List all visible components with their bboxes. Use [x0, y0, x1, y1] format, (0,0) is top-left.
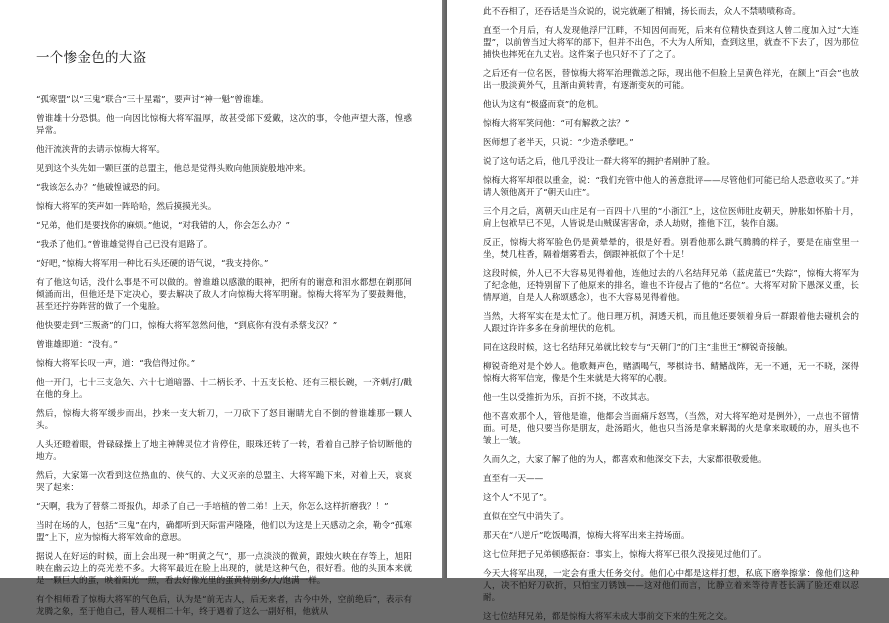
paragraph: 有个相师看了惊梅大将军的气色后，认为是“前无古人，后无来者，古今中外，空前绝后”，表示有龙腾之象，至于他自己，替人观相二十年，终于遇着了这么一副好相，他就从 — [36, 595, 412, 617]
paragraph: 他一生以受推折为乐，百折不挠，不改其志。 — [483, 393, 655, 403]
left-page-body — [36, 94, 412, 618]
paragraph: 曾谁雄即道：“没有。” — [36, 340, 118, 350]
paragraph: 曾谁雄十分恐惧。他一向因比惊梅大将军温厚，故甚受部下爱戴，这次的事，令他声望大落，惶惑异常。 — [36, 114, 412, 136]
right-page-body — [483, 6, 859, 623]
paragraph: 三个月之后，离朝天山庄足有一百四十八里的“小浙江”上，这位医师肚皮朝天，肿胀如怀胎十月，肩上包袱早已不见，人皆说是山贼谋害害命，杀人劫财，推他下江，装作自溺。 — [483, 207, 859, 229]
paragraph: “我杀了他们。”曾谁雄觉得自己已没有退路了。 — [36, 240, 213, 250]
paragraph: “孤寒盟”以“三鬼”联合“三十星霜”，要声讨“神一魁”曾谁雄。 — [36, 95, 269, 105]
paragraph: 直似在空气中消失了。 — [483, 512, 569, 522]
paragraph: 惊梅大将军却很以重金，说：“我们充管中他人的善意批评——尽管他们可能已给人恐意收买了。”并请人领他离开了“朝天山庄”。 — [483, 176, 859, 198]
paragraph: 他快要走到“三叛斋”的门口，惊梅大将军忽然问他，“到底你有没有杀蔡戈汉？” — [36, 321, 338, 331]
paragraph: 他一开门，七十三支急矢、六十七道暗器、十二柄长矛、十五支长枪、还有三根长碗，一齐刺/打/戳在他的身上。 — [36, 378, 412, 400]
paragraph: 这七位拜把子兄弟顿感振奋：事实上，惊梅大将军已很久没接见过他们了。 — [483, 550, 767, 560]
paragraph: 他不喜欢那个人，管他是谁，他都会当面痛斥怒骂，（当然，对大将军绝对是例外），一点也不留情面。可是，他只要当你是朋友，赴汤蹈火，他也只当汤是拿来解渴的火是拿来取暖的办，眉头也不皱上一皱。 — [483, 412, 859, 446]
paragraph: 那天在“八逆斤”吃饭喝酒，惊梅大将军出来主持场面。 — [483, 531, 690, 541]
paragraph: “兄弟，他们是要找你的麻烦。”他说，“对我错的人，你会怎么办？” — [36, 221, 290, 231]
paragraph: 惊梅大将军笑问他：“可有解救之法？” — [483, 119, 630, 129]
paragraph: 见到这个头先如一颗巨蛋的总盟主，他总是觉得头败向他顶旋般地冲来。 — [36, 164, 312, 174]
left-page — [0, 0, 442, 617]
paragraph: 说了这句话之后，他几乎没让一群大将军的拥护者剐肿了脸。 — [483, 157, 716, 167]
paragraph: 惊梅大将军长叹一声，道：“我信得过你。” — [36, 359, 196, 369]
paragraph: 然后，惊梅大将军缓步而出，抄来一支大斩刀，一刀砍下了怒目谢睛尤自不倒的曾谁雄那一颗人头。 — [36, 409, 412, 431]
paragraph: 柳锐奇绝对是个妙人。他歌舞声色，赌酒喝气，琴棋诗书、鲭鳍战阵，无一不通，无一不晓，深得惊梅大将军信宠，像是个生来就是大将军的心腹。 — [483, 362, 859, 384]
paragraph: 直至有一天—— — [483, 474, 544, 484]
paragraph: 他汗流浃背的去请示惊梅大将军。 — [36, 145, 165, 155]
paragraph: 反正，惊梅大将军脸色仍是黄晕晕的，很是好看。别看他那么跳气腾腾的样子，要是在庙堂里一坐，焚几柱香，隔着烟雾看去，倒跟神祇似了个十足！ — [483, 238, 859, 260]
paragraph: 人头还瞪着眼，骨碌碌操上了地主神牌灵位才肯停住，眼珠还转了一转，看着自己脖子恰切断他的地方。 — [36, 440, 412, 462]
paragraph: 同在这段时候，这七名结拜兄弟就比较专与“天朝门”的门主“韭世王”柳锐奇接触。 — [483, 343, 793, 353]
paragraph: 此不吞相了，还吞话是当众说的，说完就砸了相铺，扬长而去，众人不禁啧啧称奇。 — [483, 7, 801, 17]
paragraph: “好吧，”惊梅大将军用一种比石头还硬的语气说，“我支持你。” — [36, 259, 269, 269]
paragraph: 惊梅大将军的笑声如一阵哈哈，然后摸摸光头。 — [36, 202, 217, 212]
paragraph: 然后，大家第一次看到这位热血的、侠气的、大义灭亲的总盟主、大将军跪下来，对着上天，哀哀哭了起来： — [36, 471, 412, 493]
paragraph: “天啊，我为了替蔡二哥报仇，却杀了自己一手培植的曾二弟！上天，你怎么这样折磨我？！” — [36, 502, 389, 512]
paragraph: 之后还有一位名医，替惊梅大将军治理微恙之际，现出他不但脸上呈黄色祥光，在额上“百会”也放出一股淡黄外气，且渐由黄转青，有逐渐变灰的可能。 — [483, 69, 859, 91]
chapter-title: 一个惨金色的大盗 — [36, 50, 147, 66]
paragraph: 他认为这有“极盛而衰”的危机。 — [483, 100, 604, 110]
paragraph: 当时在场的人，包括“三鬼”在内，确都听到天际雷声隆隆，他们以为这是上天感动之余，勒令“孤寒盟”上下，应为惊梅大将军效命的意思。 — [36, 521, 412, 543]
paragraph: 久而久之，大家了解了他的为人，都喜欢和他深交下去，大家都很敬爱他。 — [483, 455, 767, 465]
paragraph: 今天大将军出现，一定会有重大任务交付。他们心中都是这样打想，私底下磨拳擦掌：像他们这种人，决不怕好刀砍折，只怕宝刀锈蚀——这对他们而言，比静立着来等待青苍长满了脸还难以忍耐。 — [483, 569, 859, 603]
paragraph: 直至一个月后，有人发现他浮尸江畔，不知因何而死，后来有位精快查到这人曾二度加入过“大连盟”，以前曾当过大将军的部下，但并不出色，不大为人所知，查到这里，就查不下去了，因为那位捕快也摔死在九丈岩。这件案子也只好不了了之了。 — [483, 26, 859, 60]
paragraph: 有了他这句话，没什么事是不可以做的。曾谁雄以感激的眼神，把所有的谢意和泪水都想在剃那间倾涌而出，但他还是下定决心，要去解决了敌人才向惊梅大将军明谢。惊梅大将军为了要鼓舞他，甚至还拧券阵营的做了一个鬼脸。 — [36, 278, 412, 312]
paragraph: 当然，大将军实在是太忙了。他日理万机，洞透天机，而且他还要领着身后一群跟着他去碰机会的人跟过许许多多在身前埋伏的危机。 — [483, 312, 859, 334]
paragraph: “我该怎么办？”他破惶诚恐的问。 — [36, 183, 166, 193]
paragraph: 据说人在好运的时候，面上会出现一种“明黄之气”，那一点淡淡的微黄，跟烛火映在存等上，旭阳映在幽云边上的亮光差不多。大将军最近在脸上出现的，就是这种气色，很好看。他的头顶本来就是一颗巨大的蛋，映着阳光一照，看去好像光里的蛋黄特别多/大/饱满一样。 — [36, 552, 412, 586]
paragraph: 这段时候，外人已不大容易见得着他，连他过去的八名结拜兄弟（蓝虎蓝已“失踪”，惊梅大将军为了纪念他，还特别留下了他原来的排名，谁也不许侵占了他的“名位”。大将军对阶下愚深义重，长情厚道，自是人人称颂感念），也不大容易见得着他。 — [483, 269, 859, 303]
right-page — [447, 0, 889, 622]
paragraph: 医师想了老半天，只说：“少造杀孽吧。” — [483, 138, 634, 148]
paragraph: 这七位结拜兄弟，都是惊梅大将军未成大事前交下来的生死之交。 — [483, 612, 733, 622]
paragraph: 这个人“不见了”。 — [483, 493, 552, 503]
